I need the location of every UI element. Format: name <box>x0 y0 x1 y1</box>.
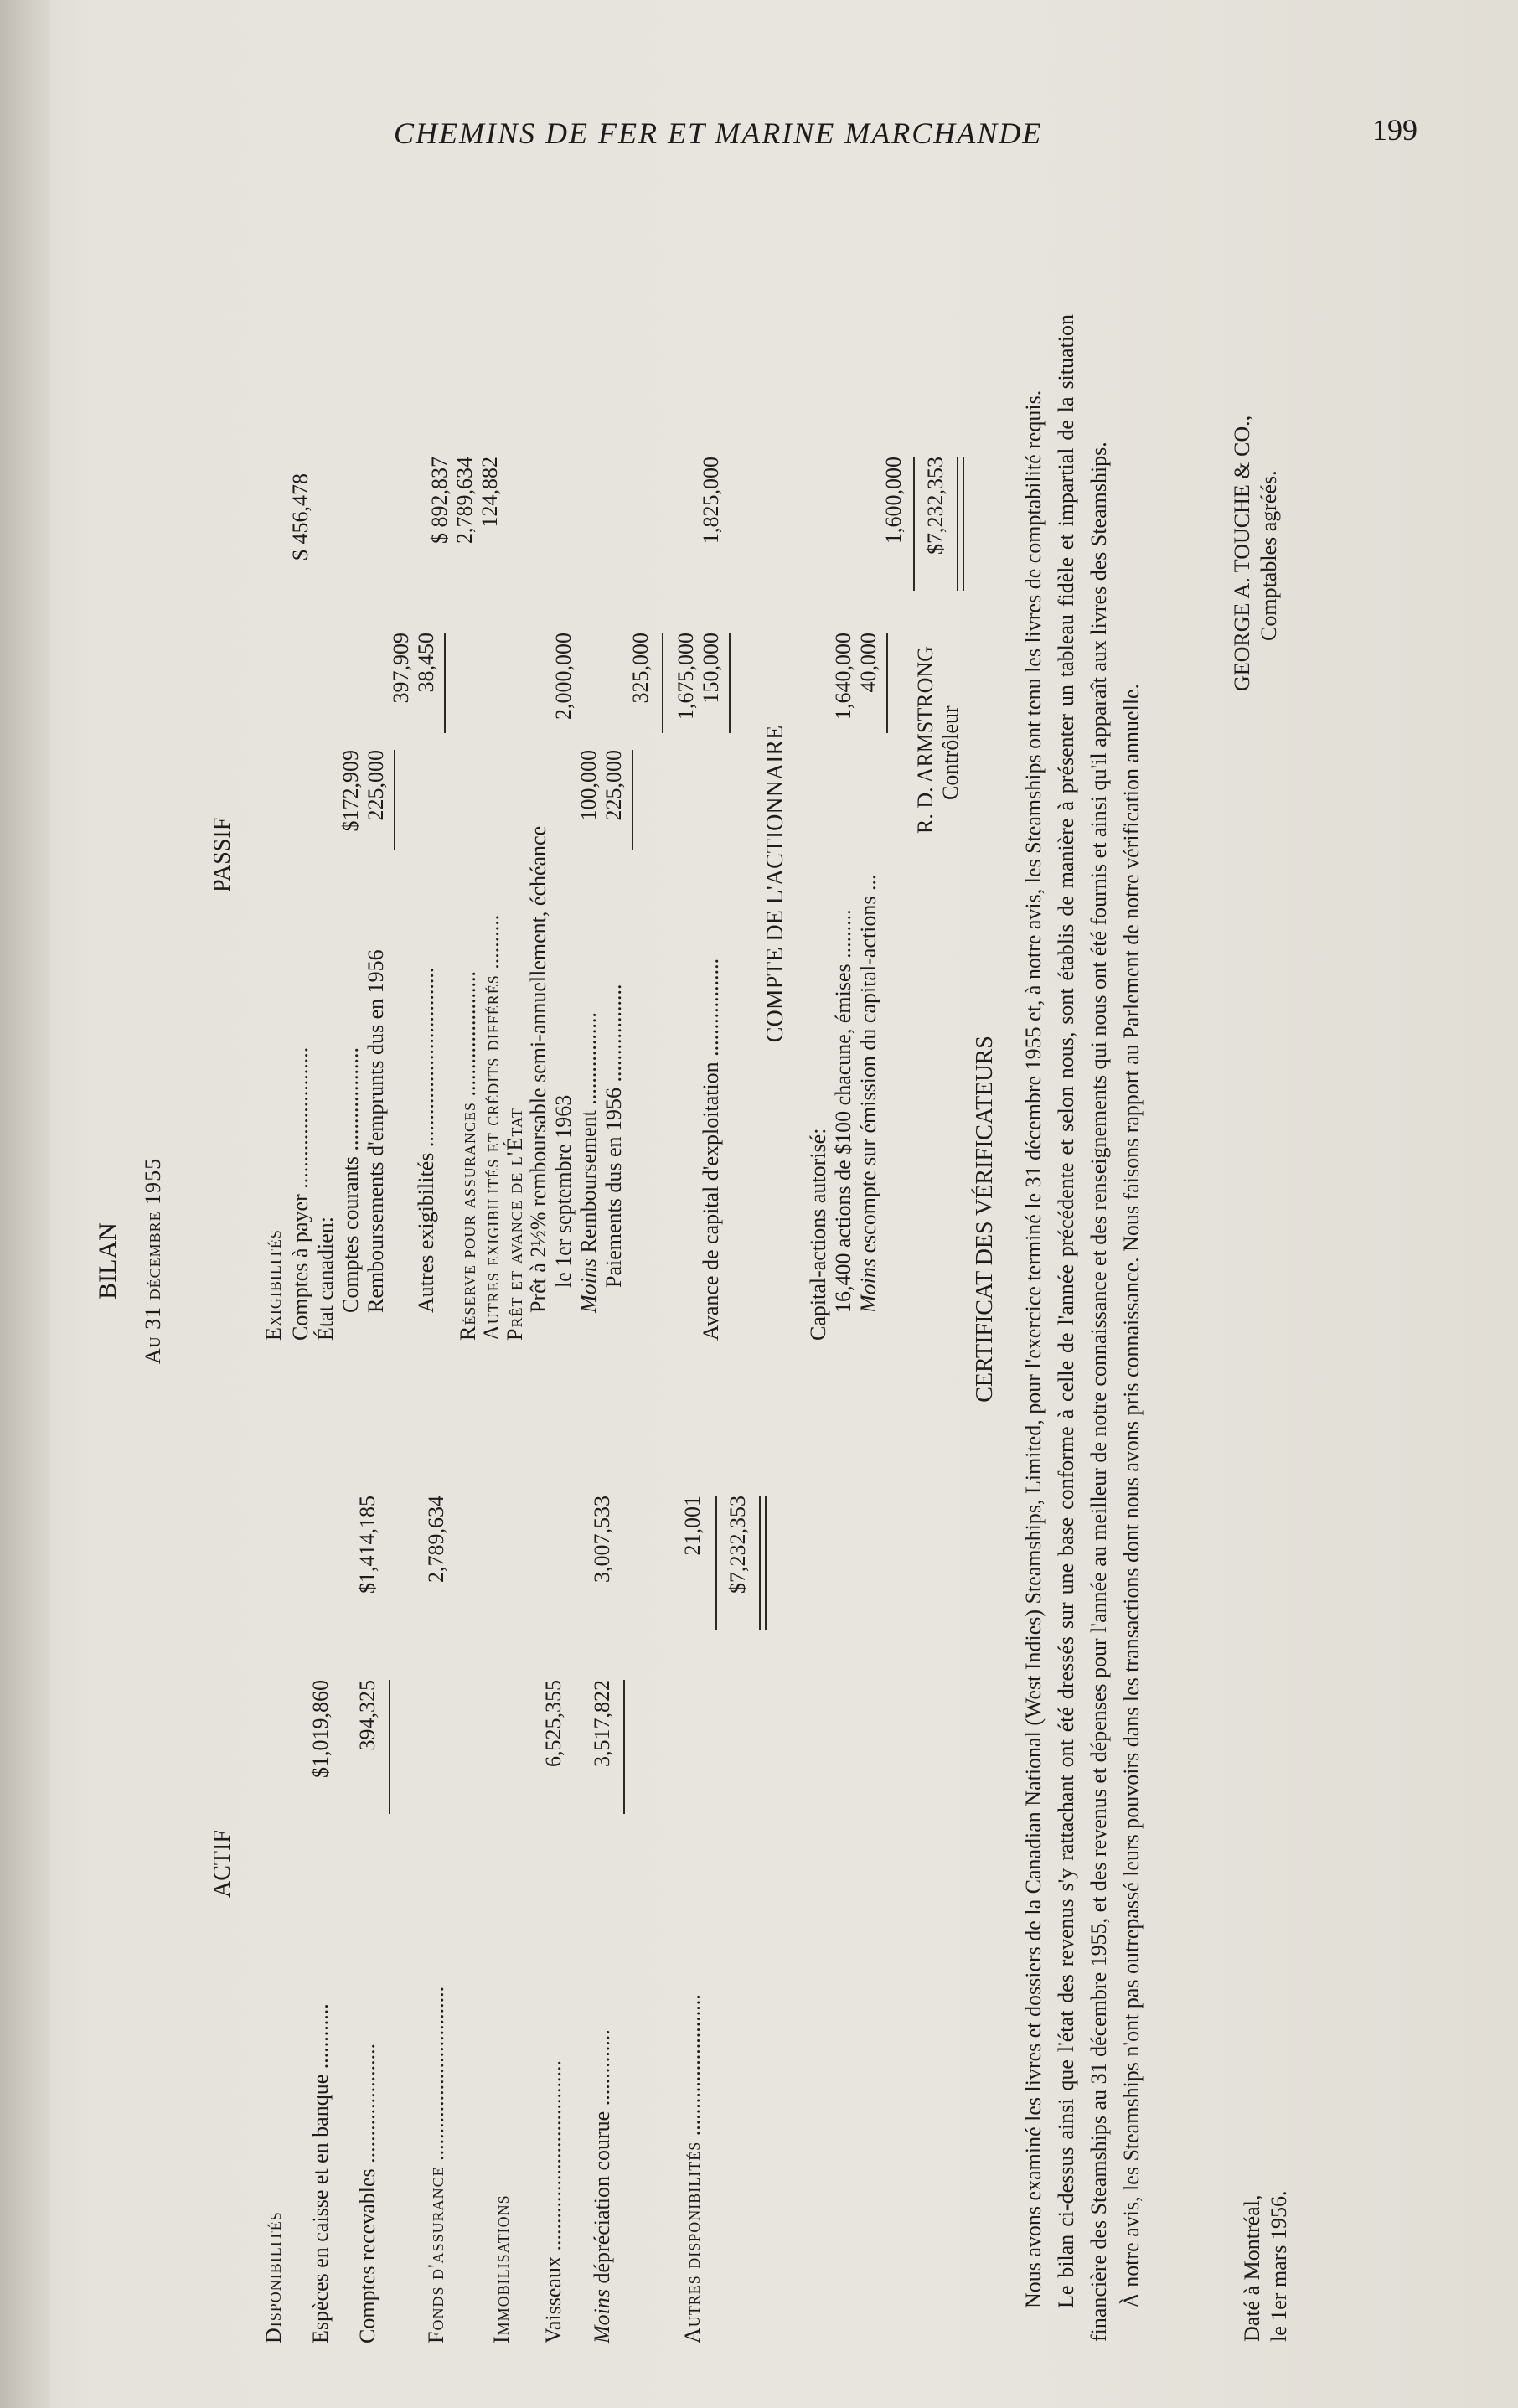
bilan-title: BILAN <box>94 1222 121 1300</box>
actif-especes-value: $1,019,860 <box>308 1680 333 1778</box>
passif-remboursements-value: 225,000 <box>364 750 388 821</box>
passif-actions-value: 1,640,000 <box>831 633 855 720</box>
actif-comptes-recevables: Comptes recevables ...................... <box>355 2043 380 2343</box>
compte-actionnaire-heading: COMPTE DE L'ACTIONNAIRE <box>762 725 788 1043</box>
passif-pret: Prêt et avance de l'État <box>503 1108 527 1341</box>
actif-disponibilites: Disponibilités <box>261 2211 286 2343</box>
passif-moins-subtotal: 325,000 <box>628 633 653 704</box>
actif-especes: Espèces en caisse et en banque ............ <box>308 2003 333 2343</box>
passif-pret-net: 1,675,000 <box>674 633 698 720</box>
passif-escompte-value: 40,000 <box>856 633 880 693</box>
rule <box>729 633 731 733</box>
passif-reserve: Réserve pour assurances ....................... <box>456 971 480 1341</box>
rotated-balance-sheet <box>75 172 1315 2350</box>
passif-autres-exigibilites-value: 38,450 <box>414 633 438 693</box>
certificat-firm: GEORGE A. TOUCHE & CO., <box>1230 415 1254 691</box>
passif-pret-line2: le 1er septembre 1963 <box>551 1094 576 1288</box>
rule <box>623 1680 625 1814</box>
passif-remboursement: Moins Remboursement ................. <box>576 1012 601 1313</box>
actif-autres-disponibilites-value: 21,001 <box>680 1496 705 1556</box>
actif-total: $7,232,353 <box>725 1496 750 1594</box>
signature-name: R. D. ARMSTRONG <box>913 646 937 834</box>
certificat-firm-title: Comptables agréés. <box>1257 470 1281 641</box>
passif-total: $7,232,353 <box>923 457 947 555</box>
passif-comptes-payer-value: $ 456,478 <box>288 473 312 561</box>
running-head <box>0 113 1518 158</box>
rule <box>444 633 446 733</box>
passif-reserve-value: 2,789,634 <box>452 457 477 544</box>
actif-fonds-assurance-value: 2,789,634 <box>424 1496 448 1583</box>
actif-immobilisations: Immobilisations <box>489 2194 514 2343</box>
rule <box>913 457 915 591</box>
actif-depreciation-value: 3,517,822 <box>590 1680 614 1767</box>
signature-title: Contrôleur <box>938 705 963 800</box>
rule <box>715 1496 717 1630</box>
passif-actions: 16,400 actions de $100 chacune, émises ......... <box>831 909 855 1313</box>
passif-comptes-payer: Comptes à payer .......................... <box>288 1046 312 1341</box>
passif-avance: Avance de capital d'exploitation .................. <box>699 958 723 1341</box>
double-rule <box>759 1496 767 1630</box>
passif-capital-autorise: Capital-actions autorisé: <box>806 1128 830 1341</box>
passif-remboursement-value: 100,000 <box>576 750 601 821</box>
rule <box>389 1680 390 1814</box>
passif-comptes-courants-value: $172,909 <box>338 750 363 832</box>
passif-pret-line1: Prêt à 2½% remboursable semi-annuellement, échéance <box>526 825 550 1313</box>
bilan-date: Au 31 décembre 1955 <box>141 1157 165 1365</box>
actif-disponibilites-total: $1,414,185 <box>355 1496 380 1594</box>
passif-pret-total: 1,825,000 <box>699 457 723 544</box>
certificat-date-line1: Daté à Montréal, <box>1240 2194 1264 2342</box>
certificat-title: CERTIFICAT DES VÉRIFICATEURS <box>972 1036 998 1403</box>
passif-autres-differes-value: 124,882 <box>478 457 502 528</box>
page-number: 199 <box>1372 113 1417 147</box>
actif-heading: ACTIF <box>209 1830 235 1898</box>
actif-vaisseaux-value: 6,525,355 <box>541 1680 565 1767</box>
double-rule <box>957 457 964 591</box>
passif-escompte: Moins escompte sur émission du capital-actions ... <box>856 874 880 1313</box>
passif-autres-exigibilites: Autres exigibilités ................................. <box>414 967 438 1313</box>
running-title: CHEMINS DE FER ET MARINE MARCHANDE <box>394 116 1043 150</box>
actif-depreciation: Moins dépréciation courue .............. <box>590 2029 614 2343</box>
rule <box>662 633 663 733</box>
passif-exigibilites-total: $ 892,837 <box>427 457 452 544</box>
certificat-body <box>1017 314 1148 2342</box>
actif-comptes-recevables-value: 394,325 <box>355 1680 380 1751</box>
actif-fonds-assurance: Fonds d'assurance ................................ <box>424 1986 448 2343</box>
actif-autres-disponibilites: Autres disponibilités .......................... <box>680 1994 705 2343</box>
passif-heading: PASSIF <box>209 817 235 892</box>
rule <box>394 750 395 850</box>
passif-paiements: Paiements dus en 1956 .................. <box>602 984 626 1288</box>
passif-remboursements: Remboursements d'emprunts dus en 1956 <box>364 949 388 1313</box>
rule <box>632 750 633 850</box>
passif-actionnaire-total: 1,600,000 <box>881 457 906 544</box>
certificat-paragraph-2: Le bilan ci-dessus ainsi que l'état des revenus s'y rattachant ont été dressés sur une base conforme à celle de l'année précédente et selon nous, sont établis de manière à présenter un tableau fidèle et impartial de la situation financière des Steamships au 31 décembre 1955, et des revenus et dépenses pour l'année au meilleur de notre connaissance et des renseignements qui nous ont été fournis et ainsi qu'il apparaît aux livres des Steamships. <box>1054 314 1111 2342</box>
passif-autres-differes: Autres exigibilités et crédits différés .......... <box>479 914 503 1341</box>
passif-avance-value: 150,000 <box>699 633 723 704</box>
certificat-paragraph-1: Nous avons examiné les livres et dossiers de la Canadian National (West Indies) Steamships, Limited, pour l'exercice terminé le 31 décembre 1955 et, à notre avis, les Steamships ont tenu les livres de comptabilité requis. <box>1021 390 1046 2308</box>
passif-paiements-value: 225,000 <box>602 750 626 821</box>
passif-exigibilites: Exigibilités <box>261 1229 286 1341</box>
passif-etat-canadien: État canadien: <box>313 1217 338 1341</box>
passif-pret-value: 2,000,000 <box>551 633 576 720</box>
passif-etat-subtotal: 397,909 <box>389 633 413 704</box>
actif-vaisseaux: Vaisseaux ................................... <box>541 2060 565 2343</box>
actif-immobilisations-total: 3,007,533 <box>590 1496 614 1583</box>
page-binding-shadow <box>0 0 50 2408</box>
certificat-paragraph-3: À notre avis, les Steamships n'ont pas outrepassé leurs pouvoirs dans les transactions dont nous avons pris connaissance. Nous faisons rapport au Parlement de notre vérification annuelle. <box>1119 683 1144 2308</box>
certificat-date-line2: le 1er mars 1956. <box>1267 2190 1291 2342</box>
passif-comptes-courants: Comptes courants ................... <box>338 1046 363 1313</box>
rule <box>886 633 888 733</box>
